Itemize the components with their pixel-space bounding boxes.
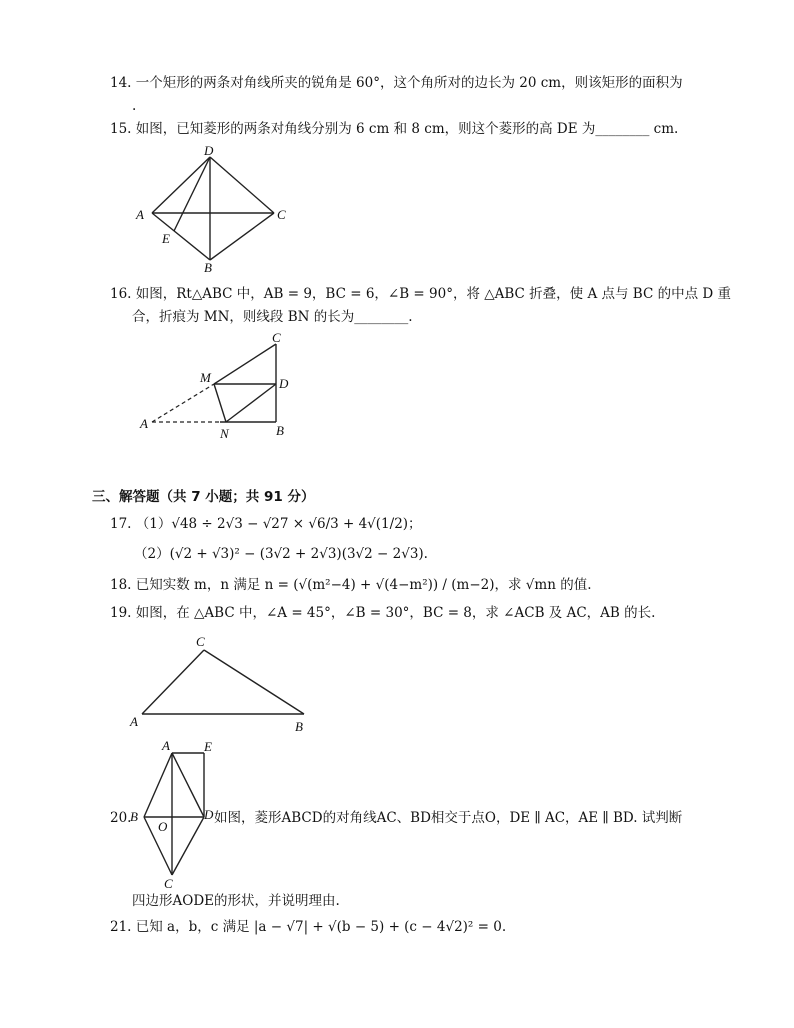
- q19-label-b: B: [295, 719, 303, 734]
- q20-number: 20.: [110, 810, 132, 826]
- q15-label-d: D: [204, 145, 214, 158]
- q20-line2: 四边形AODE的形状，并说明理由.: [132, 893, 340, 909]
- q16-line2: 合，折痕为 MN，则线段 BN 的长为________.: [132, 309, 413, 325]
- q20-label-c: C: [164, 876, 173, 891]
- q15-label-e: E: [162, 231, 170, 246]
- q20-label-b: B: [130, 809, 138, 824]
- q14-line2: .: [132, 98, 137, 114]
- section-heading: 三、解答题（共 7 小题；共 91 分）: [92, 489, 315, 505]
- q17-line2: （2）(√2 + √3)² − (3√2 + 2√3)(3√2 − 2√3).: [134, 546, 428, 562]
- q16-label-a: A: [140, 416, 148, 431]
- q18-text: 18. 已知实数 m，n 满足 n = (√(m²−4) + √(4−m²)) / (m−2)，求 √mn 的值.: [110, 577, 592, 593]
- q15-rhombus-figure: [130, 145, 300, 279]
- q14-line1: 14. 一个矩形的两条对角线所夹的锐角是 60°，这个角所对的边长为 20 cm，则该矩形的面积为: [110, 75, 683, 91]
- q20-label-a: A: [162, 738, 170, 753]
- q15-label-c: C: [277, 207, 286, 222]
- q19-text: 19. 如图，在 △ABC 中，∠A = 45°，∠B = 30°，BC = 8，求 ∠ACB 及 AC，AB 的长.: [110, 605, 656, 621]
- q20-rhombus-figure: [128, 735, 228, 897]
- q16-label-c: C: [272, 332, 281, 345]
- q16-label-n: N: [220, 426, 229, 441]
- q20-line1: 如图，菱形ABCD的对角线AC、BD相交于点O，DE ∥ AC，AE ∥ BD. 试判断: [214, 810, 683, 826]
- q21-text: 21. 已知 a，b，c 满足 |a − √7| + √(b − 5) + (c − 4√2)² = 0.: [110, 919, 507, 935]
- q17-line1: 17. （1）√48 ÷ 2√3 − √27 × √6/3 + 4√(1/2)；: [110, 516, 422, 532]
- q15-text: 15. 如图，已知菱形的两条对角线分别为 6 cm 和 8 cm，则这个菱形的高 DE 为________ cm.: [110, 121, 679, 137]
- q16-label-d: D: [279, 376, 289, 391]
- q15-label-a: A: [136, 207, 144, 222]
- q16-label-b: B: [276, 423, 284, 438]
- q20-label-e: E: [204, 739, 212, 754]
- q16-fold-figure: [138, 332, 308, 446]
- q20-label-o: O: [158, 819, 168, 834]
- q19-label-c: C: [196, 634, 205, 649]
- q16-label-m: M: [200, 370, 211, 385]
- q15-label-b: B: [204, 260, 212, 275]
- q16-line1: 16. 如图，Rt△ABC 中，AB = 9，BC = 6，∠B = 90°，将 △ABC 折叠，使 A 点与 BC 的中点 D 重: [110, 286, 731, 302]
- q19-triangle-figure: [128, 630, 318, 742]
- q19-label-a: A: [130, 714, 138, 729]
- q20-label-d: D: [204, 807, 214, 822]
